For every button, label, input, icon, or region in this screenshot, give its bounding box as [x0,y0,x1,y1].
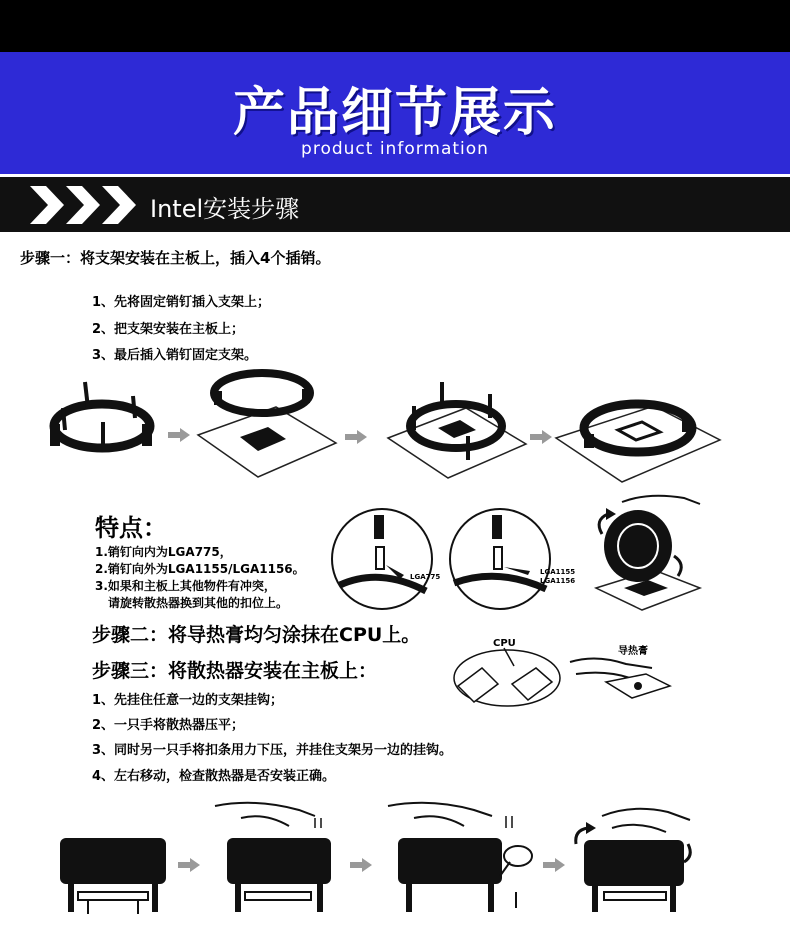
step1-item: 2、把支架安装在主板上； [92,322,245,337]
step2-heading: 步骤二：将导热膏均匀涂抹在CPU上。 [92,624,421,646]
arrow-icon [543,858,565,872]
feature-item: 2.销钉向外为LGA1155/LGA1156。 [95,562,305,576]
chevrons-icon [28,184,140,226]
step1-item: 1、先将固定销钉插入支架上； [92,295,271,310]
cpu-label: CPU [493,638,516,649]
page-subtitle: product information [301,139,489,159]
bracket-above-board-illustration [190,365,340,480]
label-lga1155: LGA1155 [540,568,576,576]
heatsink-check-illustration [572,800,697,914]
bracket-on-board-with-pins-illustration [380,378,530,488]
feature-item: 请旋转散热器换到其他的扣位上。 [108,596,289,610]
step3-item: 4、左右移动，检查散热器是否安装正确。 [92,769,336,784]
arrow-icon [350,858,372,872]
arrow-icon [168,428,190,442]
section-title: Intel安装步骤 [150,195,300,223]
page-title: 产品细节展示 [232,83,557,143]
bracket-with-pins-illustration [45,378,160,468]
cpu-paste-illustration [452,646,562,708]
pin-inward-diagram [330,505,435,613]
bracket-installed-illustration [550,378,725,488]
arrow-icon [178,858,200,872]
top-bar [0,0,790,52]
features-title: 特点： [95,514,167,542]
step1-item: 3、最后插入销钉固定支架。 [92,348,258,363]
arrow-icon [345,430,367,444]
step3-heading: 步骤三：将散热器安装在主板上： [92,660,378,682]
heatsink-press-illustration [205,796,335,914]
arrow-icon [530,430,552,444]
step1-heading: 步骤一：将支架安装在主板上，插入4个插销。 [20,249,331,267]
step3-item: 2、一只手将散热器压平； [92,718,245,733]
label-lga1156: LGA1156 [540,577,576,585]
step3-item: 3、同时另一只手将扣条用力下压，并挂住支架另一边的挂钩。 [92,743,453,758]
feature-item: 3.如果和主板上其他物件有冲突， [95,579,276,593]
feature-item: 1.销钉向内为LGA775， [95,545,232,559]
pin-outward-diagram [446,505,554,613]
paste-label: 导热膏 [618,646,648,657]
heatsink-hook-illustration [58,822,168,914]
label-lga775: LGA775 [410,573,441,581]
heatsink-clip-illustration [380,796,540,914]
rotate-heatsink-illustration [588,490,708,618]
step3-item: 1、先挂住任意一边的支架挂钩； [92,693,284,708]
apply-paste-illustration [566,650,676,700]
